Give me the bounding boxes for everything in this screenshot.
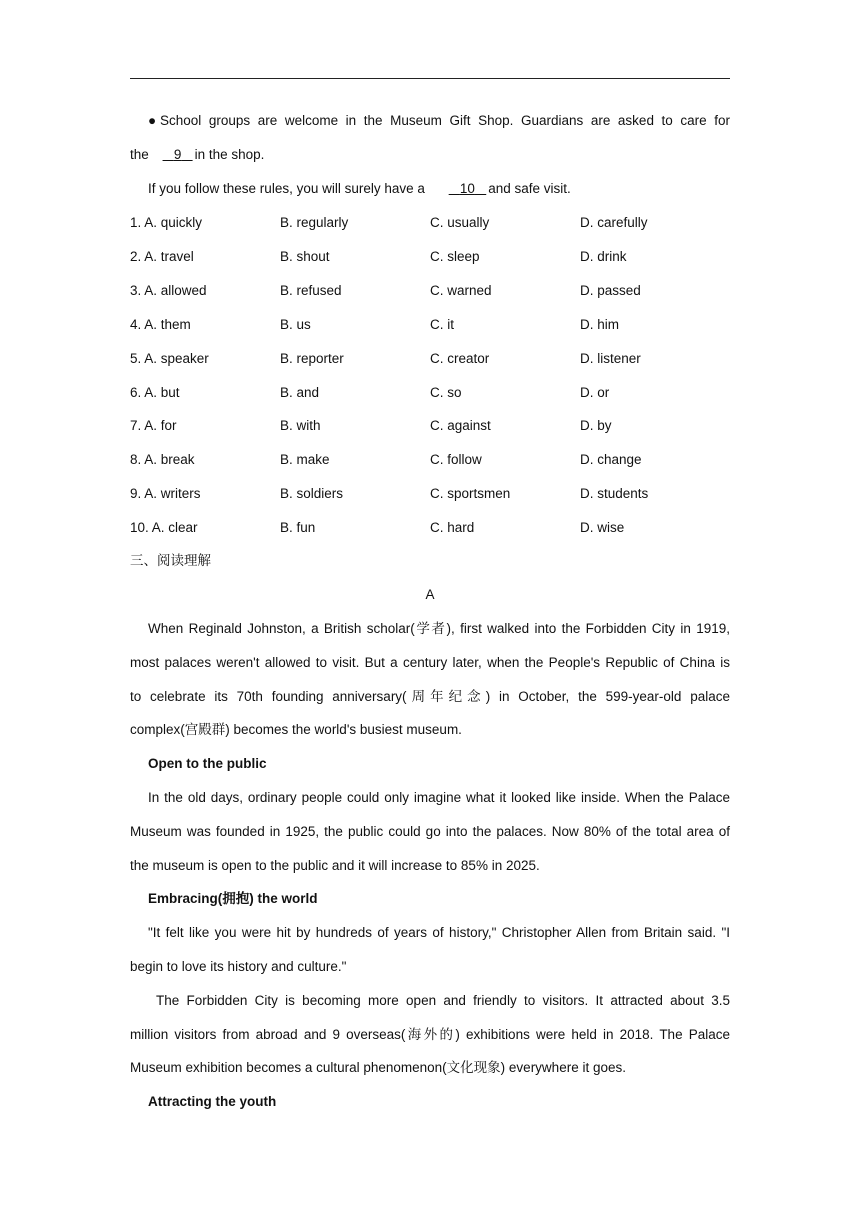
section-heading: 三、阅读理解 xyxy=(130,553,211,569)
option-d: D. him xyxy=(580,317,620,332)
option-a: 3. A. allowed xyxy=(130,283,207,298)
paragraph-1-line-3: to celebrate its 70th founding anniversary(周年纪念) in October, the 599-year-old palace xyxy=(130,689,730,704)
question-row xyxy=(130,518,730,538)
option-b: B. with xyxy=(280,418,321,433)
paragraph-3-line-1: "It felt like you were hit by hundreds of years of history," Christopher Allen from Britain said. "I xyxy=(148,925,730,940)
paragraph-1-line-1: When Reginald Johnston, a British scholar(学者), first walked into the Forbidden City in 1919, xyxy=(148,621,730,636)
question-row xyxy=(130,450,730,470)
question-row xyxy=(130,349,730,369)
option-b: B. refused xyxy=(280,283,342,298)
paragraph-3-line-2: begin to love its history and culture." xyxy=(130,959,347,974)
option-a: 5. A. speaker xyxy=(130,351,209,366)
paragraph-1-line-2: most palaces weren't allowed to visit. But a century later, when the People's Republic of China is xyxy=(130,655,730,670)
question-row xyxy=(130,247,730,267)
option-b: B. make xyxy=(280,452,330,467)
subheading-embracing-world: Embracing(拥抱) the world xyxy=(148,891,318,906)
option-d: D. drink xyxy=(580,249,627,264)
option-c: C. follow xyxy=(430,452,482,467)
option-c: C. sportsmen xyxy=(430,486,511,501)
notice-line-3-post: and safe visit. xyxy=(488,181,571,196)
notice-line-3-pre: If you follow these rules, you will surely have a xyxy=(148,181,425,196)
blank-9: 9 xyxy=(173,147,182,162)
paragraph-1-line-4: complex(宫殿群) becomes the world's busiest museum. xyxy=(130,722,462,737)
question-row xyxy=(130,484,730,504)
option-c: C. hard xyxy=(430,520,475,535)
paragraph-2-line-1: In the old days, ordinary people could only imagine what it looked like inside. When the Palace xyxy=(148,790,730,805)
option-c: C. sleep xyxy=(430,249,480,264)
option-b: B. and xyxy=(280,385,320,400)
paragraph-4-line-3: Museum exhibition becomes a cultural phenomenon(文化现象) everywhere it goes. xyxy=(130,1060,626,1075)
option-b: B. fun xyxy=(280,520,316,535)
question-row xyxy=(130,213,730,233)
question-row xyxy=(130,383,730,403)
option-c: C. warned xyxy=(430,283,492,298)
option-c: C. creator xyxy=(430,351,490,366)
paragraph-4-line-2: million visitors from abroad and 9 overseas(海外的) exhibitions were held in 2018. The Palace xyxy=(130,1027,730,1042)
option-a: 9. A. writers xyxy=(130,486,201,501)
question-row xyxy=(130,281,730,301)
subheading-open-to-public: Open to the public xyxy=(148,756,267,771)
paragraph-2-line-2: Museum was founded in 1925, the public could go into the palaces. Now 80% of the total area of xyxy=(130,824,730,839)
option-b: B. shout xyxy=(280,249,330,264)
option-c: C. so xyxy=(430,385,462,400)
option-d: D. wise xyxy=(580,520,625,535)
notice-line-3 xyxy=(130,179,730,199)
option-d: D. carefully xyxy=(580,215,648,230)
option-a: 4. A. them xyxy=(130,317,191,332)
option-c: C. against xyxy=(430,418,491,433)
option-a: 2. A. travel xyxy=(130,249,194,264)
notice-line-1: ●School groups are welcome in the Museum Gift Shop. Guardians are asked to care for xyxy=(148,113,730,128)
subheading-attracting-youth: Attracting the youth xyxy=(148,1094,277,1109)
option-d: D. change xyxy=(580,452,642,467)
notice-line-2 xyxy=(130,145,730,165)
notice-line-2-pre: the xyxy=(130,147,149,162)
option-c: C. it xyxy=(430,317,455,332)
option-c: C. usually xyxy=(430,215,490,230)
option-b: B. regularly xyxy=(280,215,349,230)
option-a: 1. A. quickly xyxy=(130,215,203,230)
option-d: D. or xyxy=(580,385,610,400)
question-row xyxy=(130,416,730,436)
notice-line-2-post: in the shop. xyxy=(194,147,265,162)
option-a: 10. A. clear xyxy=(130,520,198,535)
option-a: 7. A. for xyxy=(130,418,177,433)
paragraph-2-line-3: the museum is open to the public and it will increase to 85% in 2025. xyxy=(130,858,540,873)
option-a: 8. A. break xyxy=(130,452,195,467)
option-d: D. students xyxy=(580,486,649,501)
option-b: B. soldiers xyxy=(280,486,344,501)
passage-label: A xyxy=(425,587,435,602)
option-d: D. listener xyxy=(580,351,641,366)
header-rule xyxy=(130,78,730,79)
option-d: D. passed xyxy=(580,283,641,298)
option-b: B. us xyxy=(280,317,311,332)
option-b: B. reporter xyxy=(280,351,344,366)
blank-10: 10 xyxy=(459,181,475,196)
paragraph-4-line-1: The Forbidden City is becoming more open and friendly to visitors. It attracted about 3.5 xyxy=(156,993,730,1008)
option-a: 6. A. but xyxy=(130,385,180,400)
option-d: D. by xyxy=(580,418,612,433)
question-row xyxy=(130,315,730,335)
